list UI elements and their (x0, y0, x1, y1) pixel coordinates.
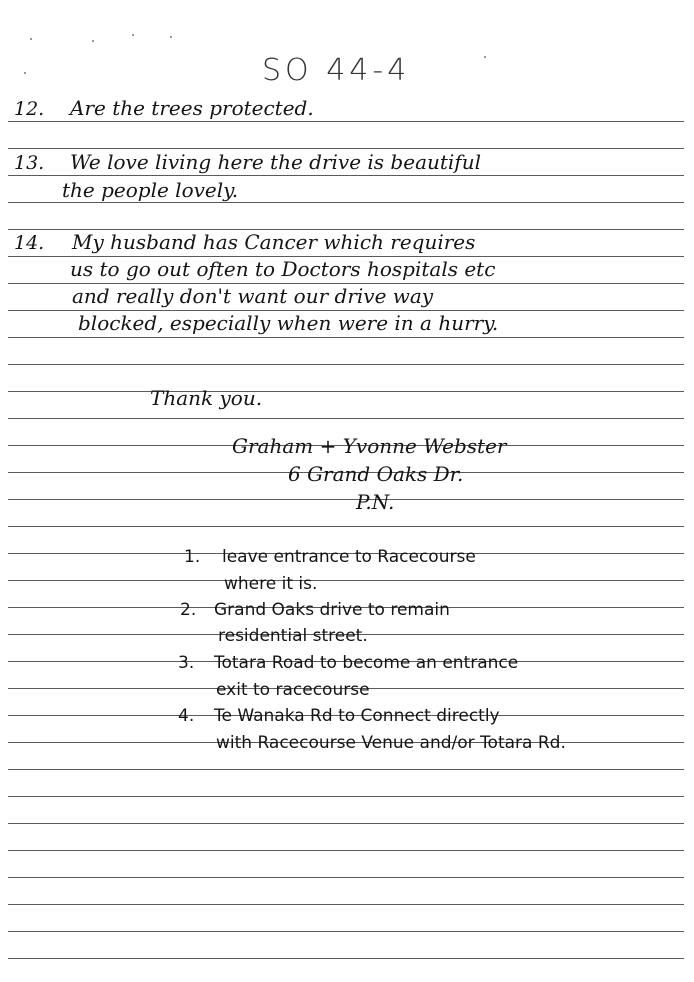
ruled-line (8, 121, 684, 122)
ruled-line (8, 958, 684, 959)
ruled-line (8, 769, 684, 770)
ruled-line (8, 337, 684, 338)
ruled-line (8, 175, 684, 176)
request-line: Totara Road to become an entrance (214, 653, 519, 673)
comment-line: and really don't want our drive way (72, 284, 434, 308)
request-number: 2. (180, 600, 197, 620)
ruled-line (8, 148, 684, 149)
request-number: 1. (184, 547, 201, 567)
request-number: 4. (178, 706, 195, 726)
ruled-line (8, 202, 684, 203)
ruled-line (8, 796, 684, 797)
request-line: Te Wanaka Rd to Connect directly (214, 706, 500, 726)
paper-speck (24, 72, 26, 74)
signatory-town: P.N. (356, 490, 395, 514)
paper-speck (484, 56, 486, 58)
paper-speck (170, 36, 172, 38)
signatory-names: Graham + Yvonne Webster (232, 434, 507, 458)
comment-line: We love living here the drive is beautiful (70, 150, 481, 174)
request-line: leave entrance to Racecourse (222, 547, 476, 567)
comment-line: us to go out often to Doctors hospitals etc (70, 257, 496, 281)
ruled-line (8, 823, 684, 824)
signatory-address: 6 Grand Oaks Dr. (288, 462, 464, 486)
ruled-line (8, 580, 684, 581)
comment-line: the people lovely. (62, 178, 239, 202)
ruled-line (8, 364, 684, 365)
paper-speck (30, 38, 32, 40)
ruled-line (8, 931, 684, 932)
closing-thanks: Thank you. (150, 386, 263, 410)
comment-line: Are the trees protected. (70, 96, 314, 120)
request-line: where it is. (224, 574, 318, 594)
request-line: with Racecourse Venue and/or Totara Rd. (216, 733, 566, 753)
ruled-line (8, 499, 684, 500)
ruled-line (8, 904, 684, 905)
request-number: 3. (178, 653, 195, 673)
ruled-line (8, 526, 684, 527)
request-line: residential street. (218, 626, 368, 646)
comment-number: 12. (14, 98, 45, 120)
submission-reference: SO 44-4 (262, 53, 411, 88)
request-line: exit to racecourse (216, 680, 370, 700)
ruled-line (8, 877, 684, 878)
paper-speck (132, 34, 134, 36)
ruled-line (8, 391, 684, 392)
comment-line: blocked, especially when were in a hurry. (78, 311, 499, 335)
comment-number: 14. (14, 232, 45, 254)
comment-line: My husband has Cancer which requires (72, 230, 476, 254)
ruled-line (8, 418, 684, 419)
ruled-line (8, 850, 684, 851)
request-line: Grand Oaks drive to remain (214, 600, 450, 620)
paper-speck (92, 40, 94, 42)
comment-number: 13. (14, 152, 45, 174)
